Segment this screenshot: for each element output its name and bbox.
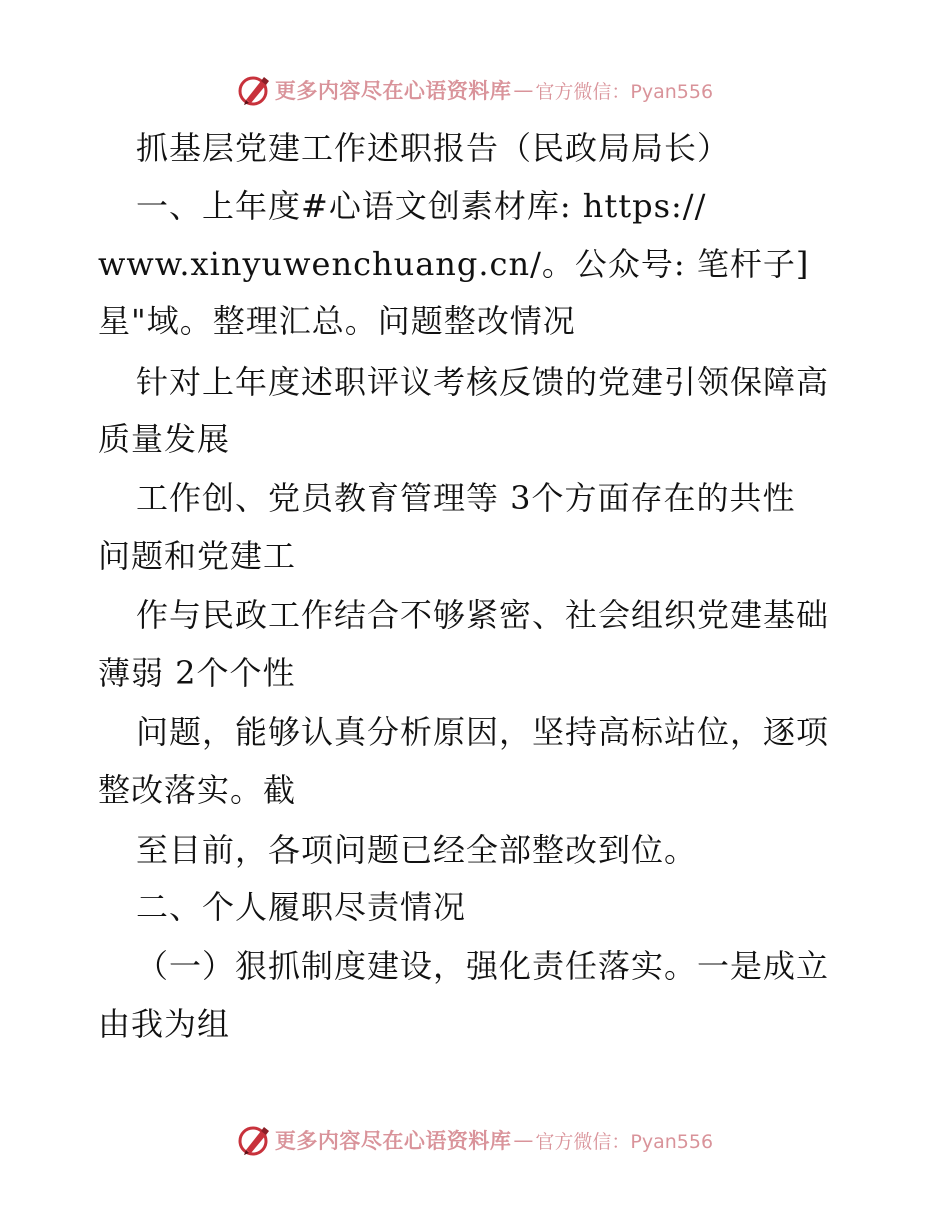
text-line: 问题，能够认真分析原因，坚持高标站位，逐项: [136, 713, 830, 751]
banner-brand-text: 更多内容尽在心语资料库: [274, 78, 512, 103]
text-line: 作与民政工作结合不够紧密、社会组织党建基础: [136, 596, 830, 634]
section-heading: 二、个人履职尽责情况: [136, 888, 467, 926]
text-line: 问题和党建工: [98, 537, 297, 575]
text-line: 一、上年度#心语文创素材库: https://: [136, 187, 707, 225]
text-line: 针对上年度述职评议考核反馈的党建引领保障高: [136, 363, 830, 401]
text-line: 星"域。整理汇总。问题整改情况: [98, 302, 576, 340]
pen-logo-icon: [237, 1123, 271, 1157]
text-line: 由我为组: [98, 1005, 231, 1043]
pen-logo-icon: [237, 73, 271, 107]
text-line: 工作创、党员教育管理等 3个方面存在的共性: [136, 479, 796, 517]
banner-separator: —: [513, 78, 534, 102]
header-banner: [0, 70, 950, 110]
text-line: 整改落实。截: [98, 771, 297, 809]
footer-banner: [0, 1120, 950, 1160]
banner-brand-text: 更多内容尽在心语资料库: [274, 1128, 512, 1153]
banner-separator: —: [513, 1128, 534, 1152]
text-line: （一）狠抓制度建设，强化责任落实。一是成立: [136, 947, 830, 985]
text-line: 质量发展: [98, 420, 231, 458]
text-line: www.xinyuwenchuang.cn/。公众号: 笔杆子]: [98, 245, 810, 283]
text-line: 薄弱 2个个性: [98, 654, 296, 692]
document-title: 抓基层党建工作述职报告（民政局局长）: [136, 129, 731, 167]
banner-wechat-text: 官方微信：Pyan556: [535, 1130, 714, 1153]
banner-wechat-text: 官方微信：Pyan556: [535, 80, 714, 103]
text-line: 至目前，各项问题已经全部整改到位。: [136, 831, 698, 869]
